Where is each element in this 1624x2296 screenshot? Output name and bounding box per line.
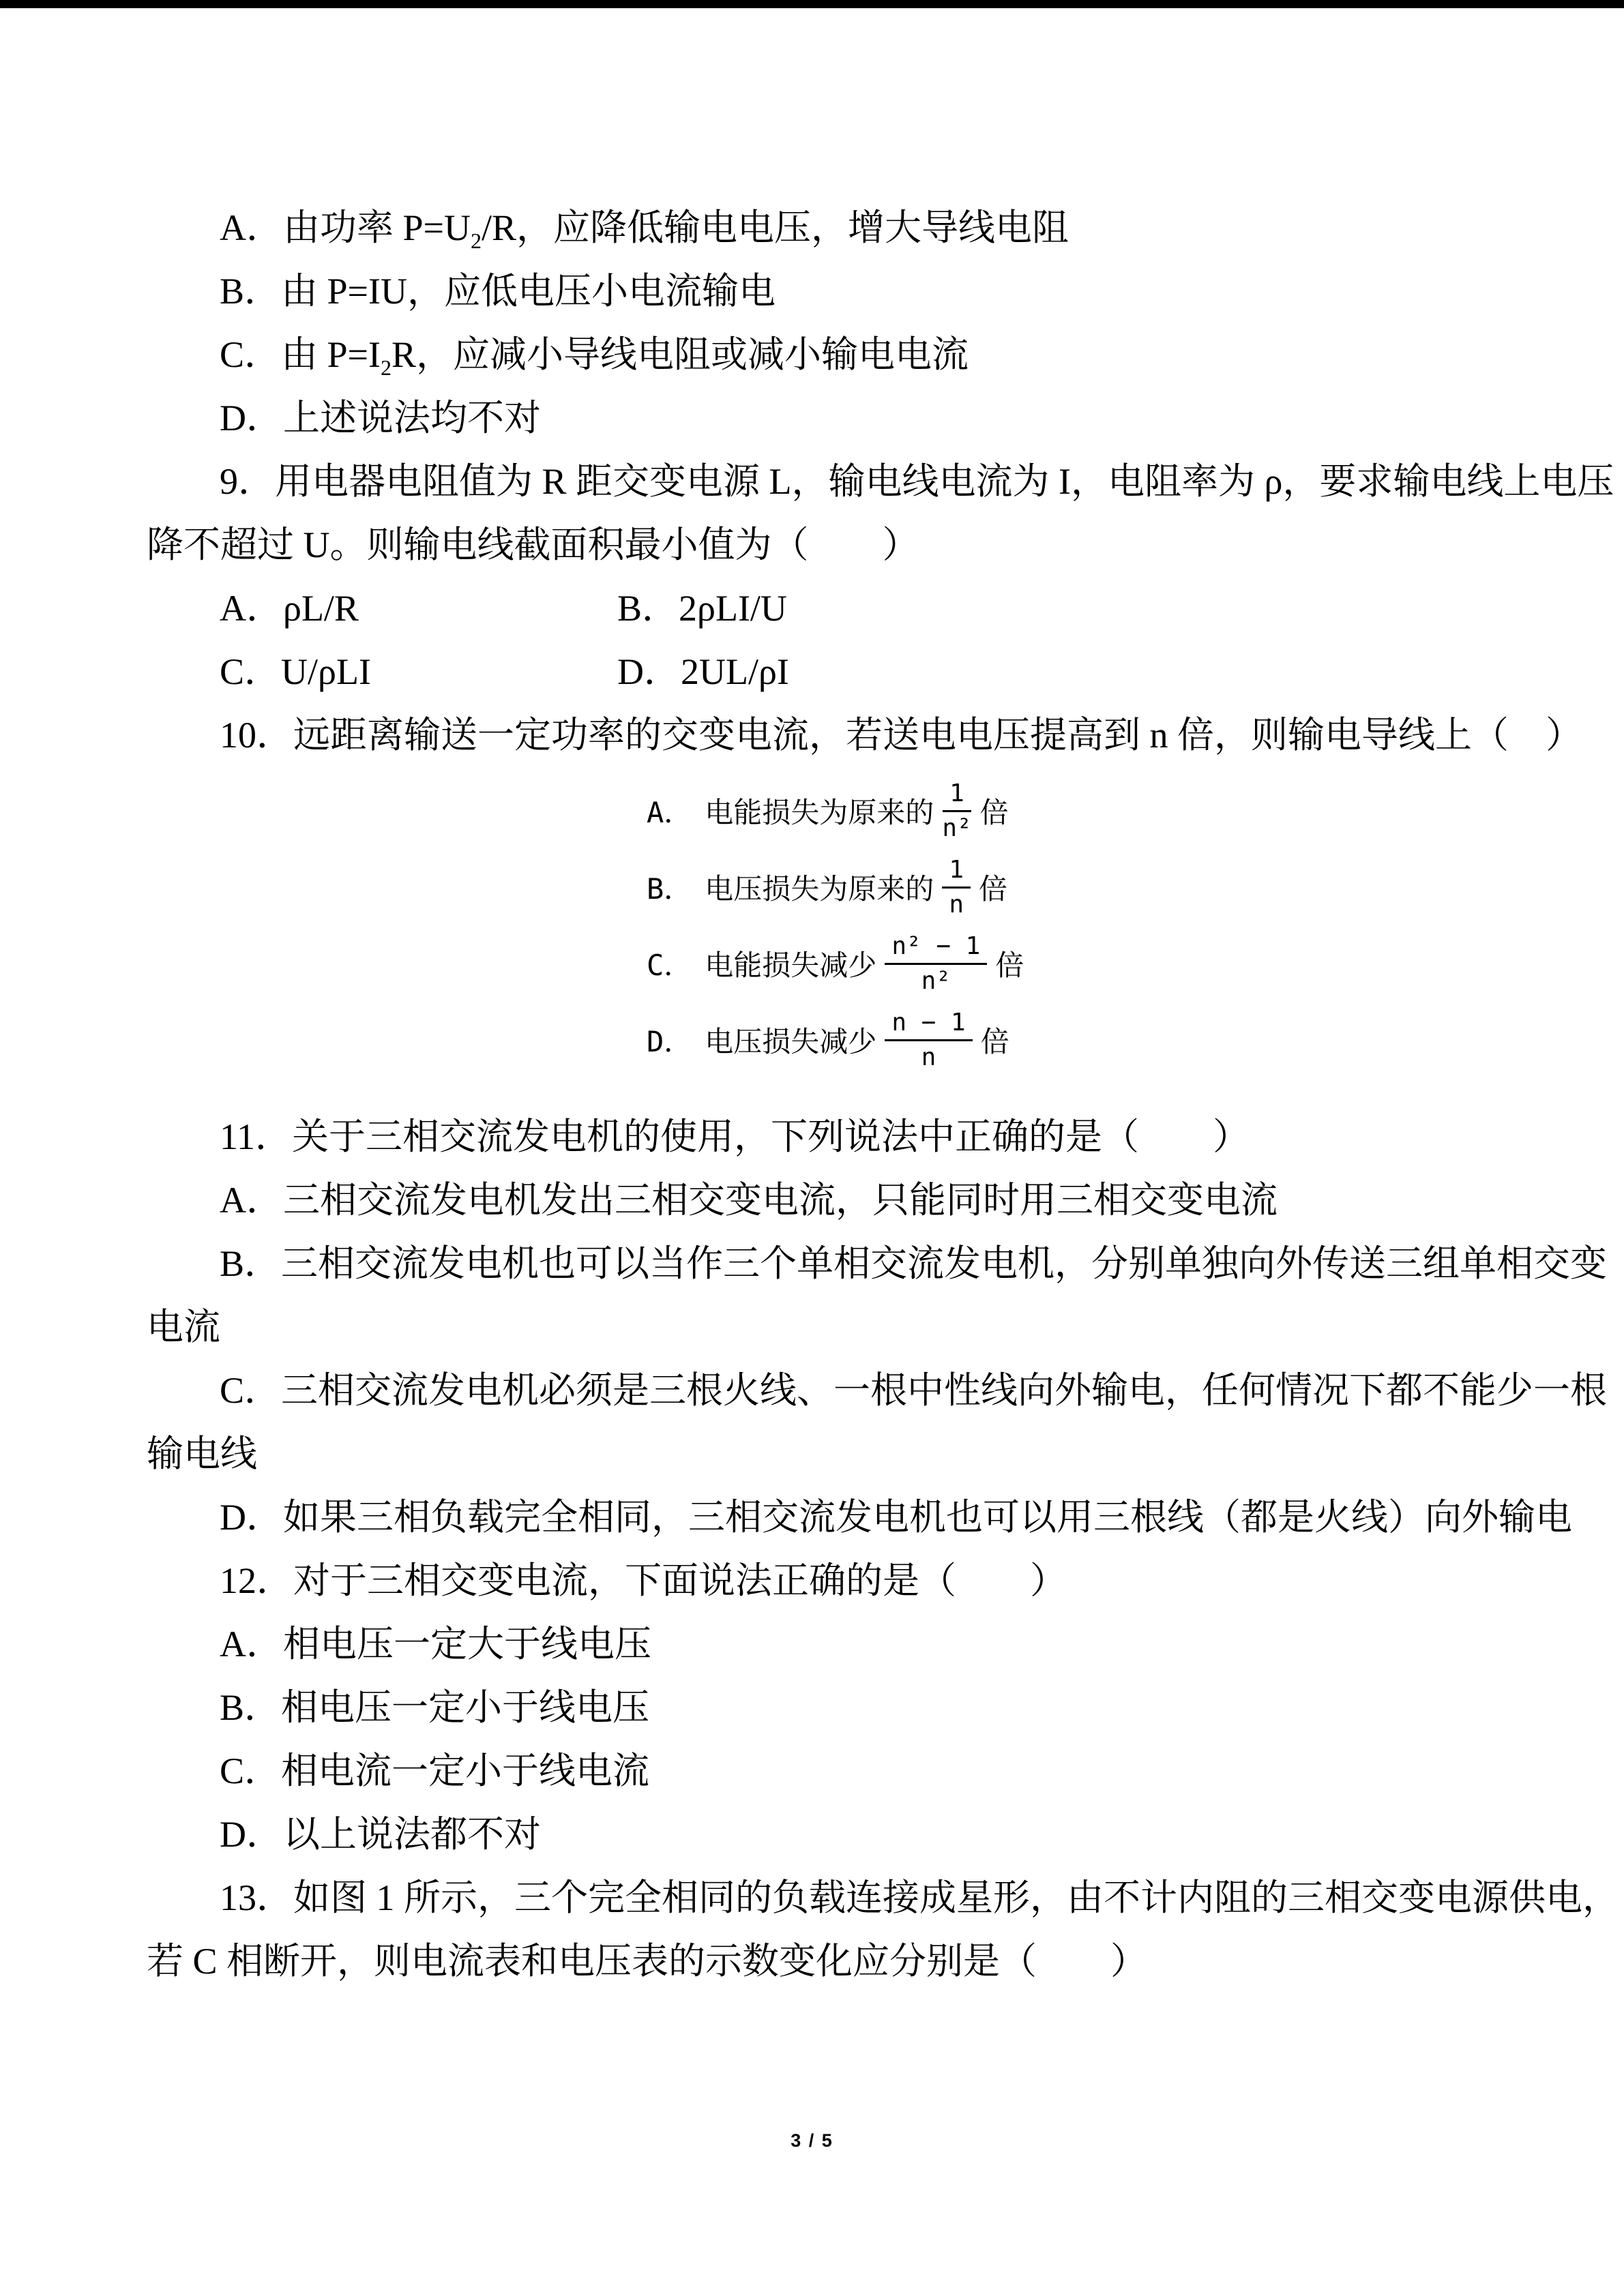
q9-stem-line-2: 降不超过 U。则输电线截面积最小值为（ ）	[147, 524, 919, 565]
q10-option-c	[647, 925, 1583, 1002]
q12-option-c: C．相电流一定小于线电流	[220, 1750, 650, 1791]
q10-option-a-text: 电能损失为原来的	[705, 796, 934, 829]
q10-option-b-numerator: 1	[942, 856, 971, 888]
q8-option-a	[147, 196, 1583, 260]
q12-stem: 12．对于三相交变电流，下面说法正确的是（ ）	[220, 1560, 1067, 1601]
q8-option-c-pre: C．由 P=I	[220, 334, 381, 375]
q10-option-a-denominator: n²	[942, 814, 972, 842]
q10-stem: 10．远距离输送一定功率的交变电流，若送电电压提高到 n 倍，则输电导线上（ ）	[220, 715, 1582, 756]
q9-options-row-2	[147, 640, 1583, 704]
q9-option-b: B．2ρLI/U	[617, 588, 787, 629]
q9-option-a: A．ρL/R	[220, 588, 359, 629]
q13-stem-line-2: 若 C 相断开，则电流表和电压表的示数变化应分别是（ ）	[147, 1941, 1148, 1982]
q9-stem-line-1: 9．用电器电阻值为 R 距交变电源 L，输电线电流为 I，电阻率为 ρ，要求输电线上电压	[220, 461, 1614, 502]
q11-option-a: A．三相交流发电机发出三相交变电流，只能同时用三相交变电流	[220, 1180, 1278, 1221]
q10-option-a-numerator: 1	[943, 779, 971, 811]
q8-option-d-text: D．上述说法均不对	[220, 398, 541, 438]
q10-option-d-unit: 倍	[980, 1025, 1009, 1058]
q10-option-c-numerator: n² − 1	[885, 932, 987, 964]
q10-option-a-unit: 倍	[979, 796, 1009, 829]
page-content	[147, 196, 1619, 1993]
q10-option-c-text: 电能损失减少	[705, 949, 877, 982]
q8-option-c-post: R，应减小导线电阻或减小输电电流	[392, 334, 969, 375]
q11-option-d: D．如果三相负载完全相同，三相交流发电机也可以用三根线（都是火线）向外输电	[220, 1497, 1572, 1538]
q12-option-a: A．相电压一定大于线电压	[220, 1624, 651, 1665]
q8-option-b-text: B．由 P=IU，应低电压小电流输电	[220, 271, 776, 312]
q10-option-b-unit: 倍	[979, 872, 1008, 906]
page-number: 3 / 5	[791, 2130, 833, 2151]
q10-option-d-fraction	[885, 1009, 972, 1071]
q13-stem-line-1: 13．如图 1 所示，三个完全相同的负载连接成星形，由不计内阻的三相交变电源供电，	[220, 1877, 1619, 1918]
q10-option-a-fraction	[942, 779, 971, 842]
q10-option-c-denominator: n²	[921, 966, 951, 995]
q9-option-d: D．2UL/ρI	[617, 651, 789, 692]
q10-options	[647, 767, 1583, 1081]
q10-option-d-label: D．	[647, 1025, 693, 1058]
q10-option-c-label: C．	[647, 949, 693, 982]
q12-option-d: D．以上说法都不对	[220, 1814, 541, 1855]
q10-option-a-label: A．	[647, 796, 693, 829]
q10-option-b-label: B．	[647, 872, 693, 906]
q10-option-b	[647, 849, 1583, 925]
q10-option-a	[647, 773, 1583, 849]
q11-option-c-line-1: C．三相交流发电机必须是三根火线、一根中性线向外输电，任何情况下都不能少一根	[220, 1370, 1608, 1411]
q8-option-a-post: /R，应降低输电电压，增大导线电阻	[481, 207, 1069, 248]
q8-option-c	[147, 323, 1583, 387]
q8-option-a-pre: A．由功率 P=U	[220, 207, 471, 248]
q12-option-b: B．相电压一定小于线电压	[220, 1687, 650, 1728]
q11-stem: 11．关于三相交流发电机的使用，下列说法中正确的是（ ）	[220, 1116, 1250, 1157]
q10-option-b-text: 电压损失为原来的	[705, 872, 934, 906]
q10-option-b-fraction	[942, 856, 971, 919]
q9-options-row-1	[147, 577, 1583, 640]
q8-option-a-subscript: 2	[470, 228, 482, 253]
q8-option-c-subscript: 2	[381, 355, 392, 380]
q11-option-b-line-2: 电流	[147, 1307, 220, 1347]
q10-option-d-numerator: n − 1	[885, 1009, 972, 1041]
q10-option-d-text: 电压损失减少	[705, 1025, 877, 1058]
q8-option-d	[147, 387, 1583, 450]
page-top-border	[0, 0, 1624, 8]
q8-option-b	[147, 260, 1583, 323]
q9-option-c: C．U/ρLI	[220, 651, 371, 692]
q11-option-c-line-2: 输电线	[147, 1433, 257, 1474]
q11-option-b-line-1: B．三相交流发电机也可以当作三个单相交流发电机，分别单独向外传送三组单相交变	[220, 1243, 1608, 1284]
q10-option-b-denominator: n	[949, 890, 964, 919]
q10-option-c-fraction	[885, 932, 987, 995]
q10-option-c-unit: 倍	[995, 949, 1024, 982]
q10-option-d-denominator: n	[921, 1043, 936, 1071]
q10-option-d	[647, 1002, 1583, 1078]
